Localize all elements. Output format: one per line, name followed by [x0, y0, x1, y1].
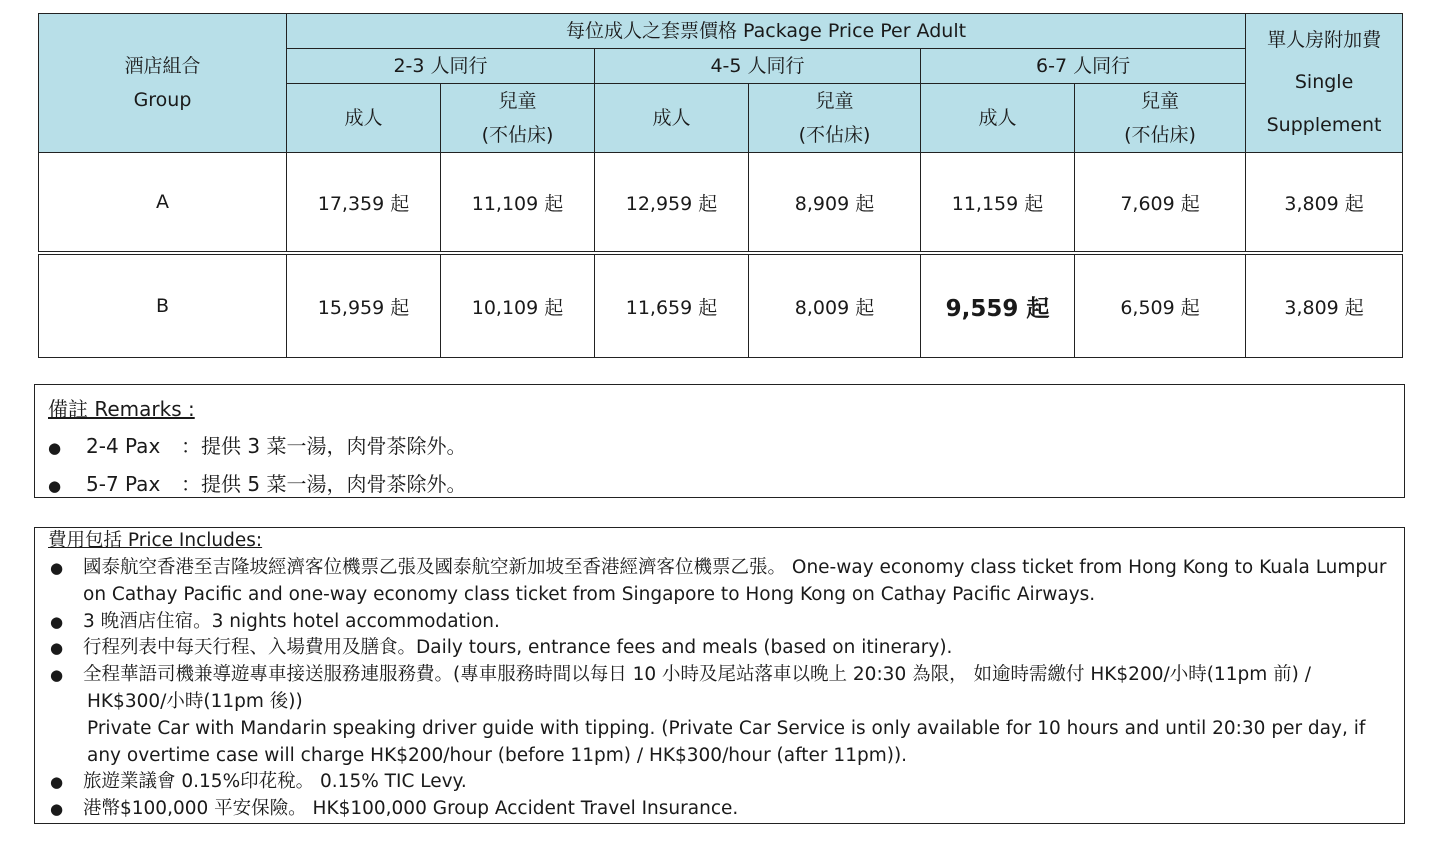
highlighted-price-cell: 9,559 起 — [921, 253, 1075, 358]
child-note: (不佔床) — [481, 124, 554, 146]
table-row — [39, 253, 1403, 358]
package-price-header: 每位成人之套票價格 Package Price Per Adult — [287, 14, 1246, 49]
tier-4-5-header: 4-5 人同行 — [595, 49, 921, 84]
include-text-cont: HK$300/小時(11pm 後)) — [87, 690, 303, 712]
remark-item — [48, 468, 466, 497]
price-cell: 8,009 起 — [749, 253, 921, 358]
group-header-en: Group — [133, 89, 192, 111]
supplement-cell: 3,809 起 — [1246, 153, 1403, 254]
bullet-icon: ● — [50, 666, 64, 685]
group-header — [39, 14, 287, 153]
list-item — [48, 796, 1393, 823]
price-cell: 15,959 起 — [287, 253, 441, 358]
list-item — [48, 609, 1393, 636]
adult-header: 成人 — [287, 84, 441, 153]
bullet-icon: ● — [48, 439, 62, 457]
child-note: (不佔床) — [798, 124, 871, 146]
price-cell: 7,609 起 — [1075, 153, 1246, 254]
include-text: 旅遊業議會 0.15%印花稅。 0.15% TIC Levy. — [83, 771, 467, 793]
price-cell: 11,659 起 — [595, 253, 749, 358]
adult-header: 成人 — [921, 84, 1075, 153]
bullet-icon: ● — [50, 773, 64, 792]
price-cell: 10,109 起 — [441, 253, 595, 358]
includes-title: 費用包括 Price Includes: — [48, 530, 263, 551]
includes-list — [48, 555, 1393, 823]
child-label: 兒童 — [815, 90, 854, 112]
include-text: 行程列表中每天行程、入場費用及膳食。Daily tours, entrance fees and meals (based on itinerary). — [83, 637, 953, 659]
remark-pax: 2-4 Pax — [86, 434, 161, 458]
include-text: 港幣$100,000 平安保險。 HK$100,000 Group Accident Travel Insurance. — [83, 798, 739, 820]
supplement-header-en2: Supplement — [1266, 114, 1382, 136]
include-text: 3 晚酒店住宿。3 nights hotel accommodation. — [83, 610, 500, 632]
bullet-icon: ● — [50, 559, 64, 577]
remarks-box — [34, 384, 1405, 498]
includes-box — [34, 527, 1405, 824]
price-cell: 11,159 起 — [921, 153, 1075, 254]
supplement-cell: 3,809 起 — [1246, 253, 1403, 358]
price-table — [38, 13, 1403, 358]
supplement-header-en1: Single — [1294, 71, 1354, 93]
bullet-icon: ● — [50, 612, 64, 631]
price-cell: 6,509 起 — [1075, 253, 1246, 358]
price-cell: 8,909 起 — [749, 153, 921, 254]
price-cell: 17,359 起 — [287, 153, 441, 254]
remark-item — [48, 430, 466, 459]
child-header — [749, 84, 921, 153]
group-cell: B — [39, 253, 287, 358]
remark-pax: 5-7 Pax — [86, 472, 161, 496]
include-text-en: Private Car with Mandarin speaking driver guide with tipping. (Private Car Service is only available for 10 hours and until 20:30 per day, if any overtime case will charge HK$200/hour (before 11pm) / HK$300/hour (after 11pm)). — [87, 717, 1366, 766]
remarks-title: 備註 Remarks : — [48, 397, 195, 421]
remark-text: ：提供 3 菜一湯，肉骨茶除外。 — [181, 434, 467, 458]
include-text: 國泰航空香港至吉隆坡經濟客位機票乙張及國泰航空新加坡至香港經濟客位機票乙張。 One-way economy class ticket from Hong Kong to Kuala Lumpur on Cathay Pacific and one-way economy class ticket from Singapore to Hong Kong on Cathay Pacific Airways. — [83, 557, 1387, 605]
tier-6-7-header: 6-7 人同行 — [921, 49, 1246, 84]
list-item — [48, 769, 1393, 796]
remark-text: ：提供 5 菜一湯，肉骨茶除外。 — [181, 472, 467, 496]
bullet-icon: ● — [50, 800, 64, 819]
group-cell: A — [39, 153, 287, 254]
list-item — [48, 635, 1393, 662]
child-note: (不佔床) — [1124, 124, 1196, 146]
include-text: 全程華語司機兼導遊專車接送服務連服務費。(專車服務時間以每日 10 小時及尾站落車以晚上 20:30 為限， 如逾時需繳付 HK$200/小時(11pm 前) / — [83, 664, 1311, 686]
tier-2-3-header: 2-3 人同行 — [287, 49, 595, 84]
table-row — [39, 153, 1403, 254]
price-cell: 11,109 起 — [441, 153, 595, 254]
child-header — [1075, 84, 1246, 153]
list-item — [48, 662, 1393, 769]
supplement-header-zh: 單人房附加費 — [1267, 29, 1382, 51]
adult-header: 成人 — [595, 84, 749, 153]
price-cell: 12,959 起 — [595, 153, 749, 254]
bullet-icon: ● — [48, 477, 62, 495]
list-item — [48, 555, 1393, 609]
supplement-header — [1246, 14, 1403, 153]
group-header-zh: 酒店組合 — [124, 55, 201, 77]
bullet-icon: ● — [50, 639, 64, 658]
child-header — [441, 84, 595, 153]
child-label: 兒童 — [498, 90, 537, 112]
child-label: 兒童 — [1141, 90, 1180, 112]
